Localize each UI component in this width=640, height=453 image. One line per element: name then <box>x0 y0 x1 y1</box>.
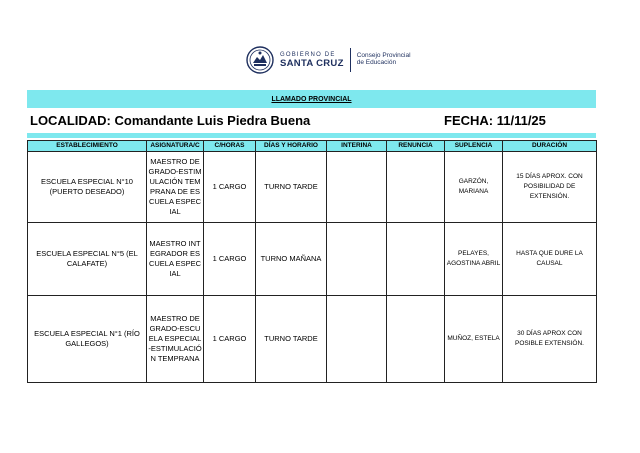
cell-renuncia <box>387 223 445 296</box>
header-divider <box>350 48 351 72</box>
date-label: FECHA: 11/11/25 <box>444 113 546 128</box>
call-banner <box>27 90 596 108</box>
col-header-horas: C/HORAS <box>204 141 256 152</box>
cell-duracion: 15 DÍAS APROX. CON POSIBILIDAD DE EXTENSIÓN. <box>503 152 597 223</box>
col-header-duracion: DURACIÓN <box>503 141 597 152</box>
council-line1: Consejo Provincial <box>356 52 411 60</box>
cell-asignatura: MAESTRO INTEGRADOR ESCUELA ESPECIAL <box>147 223 204 296</box>
col-header-establecimiento: ESTABLECIMIENTO <box>28 141 147 152</box>
cell-renuncia <box>387 152 445 223</box>
cell-establecimiento: ESCUELA ESPECIAL N°5 (EL CALAFATE) <box>28 223 147 296</box>
cell-establecimiento: ESCUELA ESPECIAL N°1 (RÍO GALLEGOS) <box>28 296 147 383</box>
cell-suplencia: MUÑOZ, ESTELA <box>445 296 503 383</box>
cell-horas: 1 CARGO <box>204 223 256 296</box>
council-name <box>357 53 411 67</box>
cell-dias: TURNO TARDE <box>256 152 327 223</box>
cell-interina <box>327 296 387 383</box>
cell-asignatura: MAESTRO DE GRADO-ESCUELA ESPECIAL-ESTIMULACIÓN TEMPRANA <box>147 296 204 383</box>
cell-renuncia <box>387 296 445 383</box>
council-line2: de Educación <box>356 59 397 66</box>
col-header-interina: INTERINA <box>327 141 387 152</box>
col-header-renuncia: RENUNCIA <box>387 141 445 152</box>
cell-duracion: 30 DÍAS APROX CON POSIBLE EXTENSIÓN. <box>503 296 597 383</box>
table-header-row <box>28 141 597 152</box>
table-row <box>28 296 597 383</box>
cell-dias: TURNO TARDE <box>256 296 327 383</box>
cell-interina <box>327 152 387 223</box>
separator-bar <box>27 133 596 138</box>
government-name <box>280 52 344 69</box>
cell-suplencia: PELAYES, AGOSTINA ABRIL <box>445 223 503 296</box>
info-row <box>27 113 596 131</box>
cell-horas: 1 CARGO <box>204 152 256 223</box>
provincial-seal-icon <box>246 46 274 74</box>
table-row <box>28 152 597 223</box>
banner-title: LLAMADO PROVINCIAL <box>271 95 352 103</box>
cell-interina <box>327 223 387 296</box>
table-row <box>28 223 597 296</box>
col-header-asignatura: ASIGNATURA/C <box>147 141 204 152</box>
locality-label: LOCALIDAD: Comandante Luis Piedra Buena <box>30 113 311 128</box>
cell-duracion: HASTA QUE DURE LA CAUSAL <box>503 223 597 296</box>
cell-establecimiento: ESCUELA ESPECIAL N°10 (PUERTO DESEADO) <box>28 152 147 223</box>
gov-line1: GOBIERNO DE <box>280 51 336 58</box>
col-header-dias: DÍAS Y HORARIO <box>256 141 327 152</box>
cell-asignatura: MAESTRO DE GRADO-ESTIMULACIÓN TEMPRANA DE ESCUELA ESPECIAL <box>147 152 204 223</box>
vacancies-table <box>27 140 597 383</box>
col-header-suplencia: SUPLENCIA <box>445 141 503 152</box>
cell-suplencia: GARZÓN, MARIANA <box>445 152 503 223</box>
header-logo <box>246 44 411 76</box>
gov-line2: SANTA CRUZ <box>280 57 344 69</box>
cell-dias: TURNO MAÑANA <box>256 223 327 296</box>
cell-horas: 1 CARGO <box>204 296 256 383</box>
